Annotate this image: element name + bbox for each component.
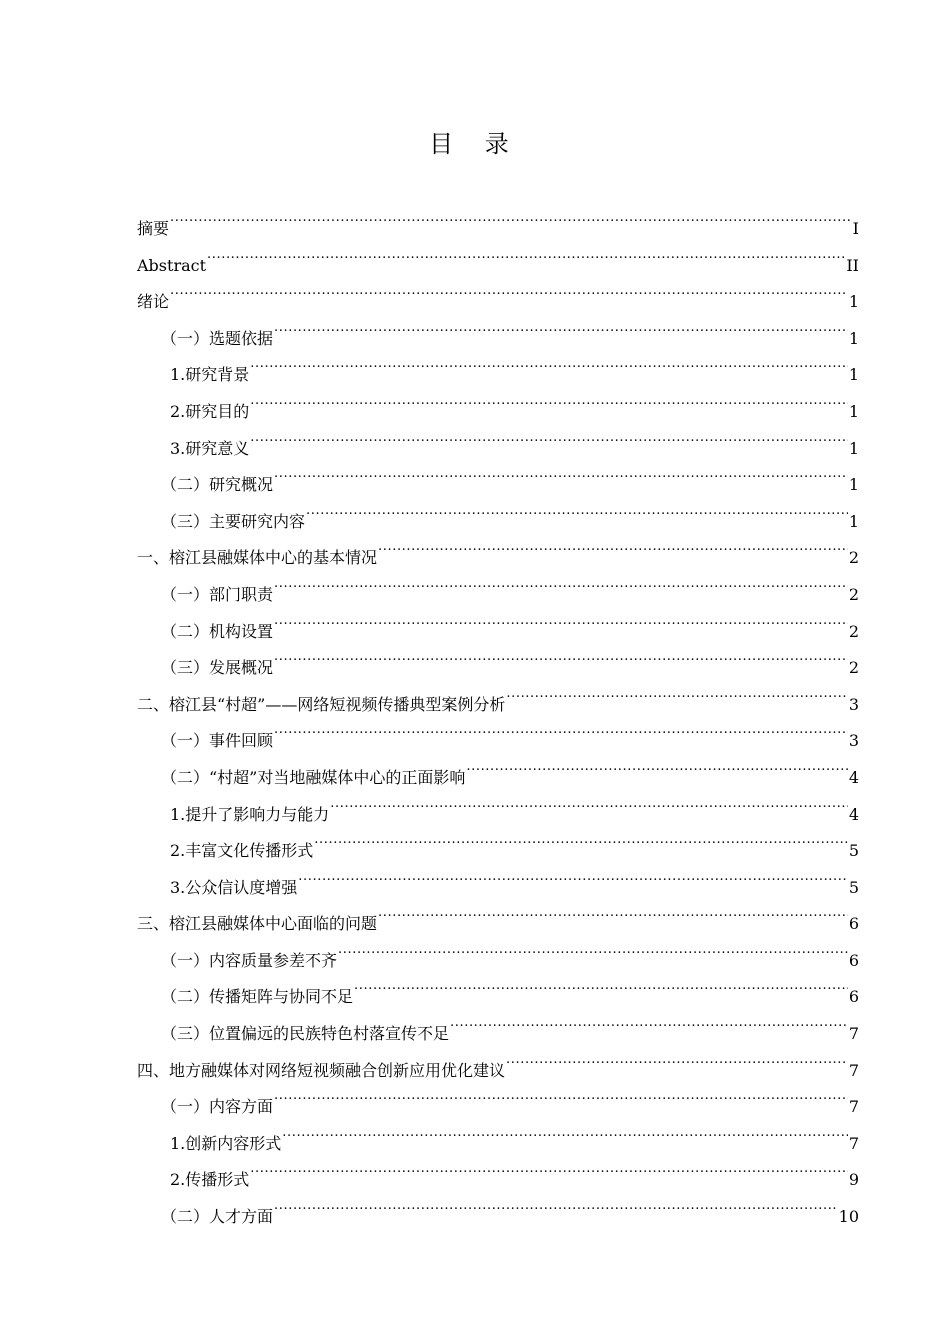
toc-entry-label: （二）研究概况 bbox=[161, 475, 274, 495]
toc-entry-page-number: 1 bbox=[848, 401, 859, 421]
toc-dot-leader bbox=[170, 271, 848, 307]
table-of-contents bbox=[137, 198, 859, 1227]
toc-dot-leader bbox=[330, 784, 848, 820]
toc-entry-page-number: 1 bbox=[848, 511, 859, 531]
toc-entry-label: （一）事件回顾 bbox=[161, 731, 274, 751]
toc-dot-leader bbox=[250, 381, 848, 417]
toc-entry-label: 绪论 bbox=[137, 292, 170, 312]
toc-dot-leader bbox=[274, 454, 848, 490]
toc-entry-label: 二、榕江县“村超”——网络短视频传播典型案例分析 bbox=[137, 694, 506, 714]
toc-dot-leader bbox=[354, 966, 848, 1002]
toc-dot-leader bbox=[274, 1076, 848, 1112]
toc-entry-page-number: 6 bbox=[848, 987, 859, 1007]
toc-entry-page-number: 5 bbox=[848, 841, 859, 861]
toc-dot-leader bbox=[207, 235, 845, 271]
toc-dot-leader bbox=[250, 344, 848, 380]
toc-entry-label: （一）部门职责 bbox=[161, 584, 274, 604]
toc-entry-page-number: 5 bbox=[848, 877, 859, 897]
toc-entry-label: （一）内容方面 bbox=[161, 1097, 274, 1117]
toc-entry-label: 1.提升了影响力与能力 bbox=[170, 804, 330, 824]
toc-dot-leader bbox=[466, 747, 847, 783]
toc-entry-label: （三）主要研究内容 bbox=[161, 511, 306, 531]
toc-dot-leader bbox=[282, 1113, 848, 1149]
toc-dot-leader bbox=[170, 198, 852, 234]
toc-entry[interactable] bbox=[137, 235, 859, 275]
toc-entry[interactable] bbox=[137, 198, 859, 238]
toc-dot-leader bbox=[378, 527, 848, 563]
toc-entry-page-number: 6 bbox=[848, 950, 859, 970]
toc-dot-leader bbox=[274, 1186, 838, 1222]
toc-entry-page-number: 4 bbox=[848, 767, 859, 787]
toc-entry-page-number: 1 bbox=[848, 475, 859, 495]
toc-entry-page-number: 2 bbox=[848, 584, 859, 604]
toc-entry-page-number: 2 bbox=[848, 548, 859, 568]
toc-entry-label: 2.丰富文化传播形式 bbox=[170, 841, 314, 861]
toc-entry[interactable] bbox=[137, 271, 859, 312]
toc-dot-leader bbox=[274, 308, 848, 344]
toc-entry-page-number: 1 bbox=[848, 292, 859, 312]
toc-entry-page-number: 1 bbox=[848, 438, 859, 458]
toc-dot-leader bbox=[274, 710, 848, 746]
page-title: 目 录 bbox=[429, 130, 521, 158]
toc-entry-label: （一）内容质量参差不齐 bbox=[161, 950, 338, 970]
toc-entry-label: 一、榕江县融媒体中心的基本情况 bbox=[137, 548, 378, 568]
toc-entry-page-number: 7 bbox=[848, 1060, 859, 1080]
toc-entry[interactable] bbox=[137, 308, 859, 348]
toc-dot-leader bbox=[450, 1003, 848, 1039]
toc-dot-leader bbox=[250, 418, 848, 454]
toc-entry-page-number: 10 bbox=[838, 1207, 859, 1227]
toc-dot-leader bbox=[274, 564, 848, 600]
toc-entry-page-number: 1 bbox=[848, 328, 859, 348]
toc-entry-label: Abstract bbox=[137, 255, 207, 275]
toc-entry-page-number: 7 bbox=[848, 1097, 859, 1117]
toc-entry-label: （三）位置偏远的民族特色村落宣传不足 bbox=[161, 1024, 450, 1044]
toc-entry-page-number: 7 bbox=[848, 1133, 859, 1153]
toc-dot-leader bbox=[298, 857, 848, 893]
toc-entry-page-number: 1 bbox=[848, 365, 859, 385]
toc-entry-label: （二）传播矩阵与协同不足 bbox=[161, 987, 354, 1007]
toc-entry-label: 摘要 bbox=[137, 219, 170, 238]
toc-entry-label: （一）选题依据 bbox=[161, 328, 274, 348]
toc-entry-page-number: I bbox=[852, 219, 859, 238]
toc-dot-leader bbox=[306, 491, 848, 527]
toc-entry-label: 四、地方融媒体对网络短视频融合创新应用优化建议 bbox=[137, 1060, 506, 1080]
toc-dot-leader bbox=[250, 1149, 848, 1185]
toc-entry-page-number: 3 bbox=[848, 694, 859, 714]
toc-dot-leader bbox=[274, 601, 848, 637]
toc-entry-page-number: 2 bbox=[848, 658, 859, 678]
toc-entry-page-number: 6 bbox=[848, 914, 859, 934]
toc-entry-label: 1.创新内容形式 bbox=[170, 1133, 282, 1153]
toc-entry-label: 三、榕江县融媒体中心面临的问题 bbox=[137, 914, 378, 934]
toc-entry-page-number: 4 bbox=[848, 804, 859, 824]
toc-entry-page-number: 9 bbox=[848, 1170, 859, 1190]
toc-entry-label: （三）发展概况 bbox=[161, 658, 274, 678]
toc-dot-leader bbox=[506, 674, 847, 710]
toc-entry-label: 3.研究意义 bbox=[170, 438, 250, 458]
toc-entry-label: 3.公众信认度增强 bbox=[170, 877, 298, 897]
toc-entry-page-number: II bbox=[846, 255, 859, 275]
toc-dot-leader bbox=[378, 893, 848, 929]
toc-entry-page-number: 7 bbox=[848, 1024, 859, 1044]
toc-entry-label: 2.传播形式 bbox=[170, 1170, 250, 1190]
toc-entry-label: 2.研究目的 bbox=[170, 401, 250, 421]
toc-entry-label: 1.研究背景 bbox=[170, 365, 250, 385]
toc-entry-page-number: 3 bbox=[848, 731, 859, 751]
toc-entry-label: （二）人才方面 bbox=[161, 1207, 274, 1227]
toc-dot-leader bbox=[314, 820, 848, 856]
toc-entry-label: （二）“村超”对当地融媒体中心的正面影响 bbox=[161, 767, 466, 787]
toc-dot-leader bbox=[274, 637, 848, 673]
toc-entry-page-number: 2 bbox=[848, 621, 859, 641]
toc-dot-leader bbox=[338, 930, 848, 966]
toc-entry-label: （二）机构设置 bbox=[161, 621, 274, 641]
toc-dot-leader bbox=[506, 1040, 848, 1076]
